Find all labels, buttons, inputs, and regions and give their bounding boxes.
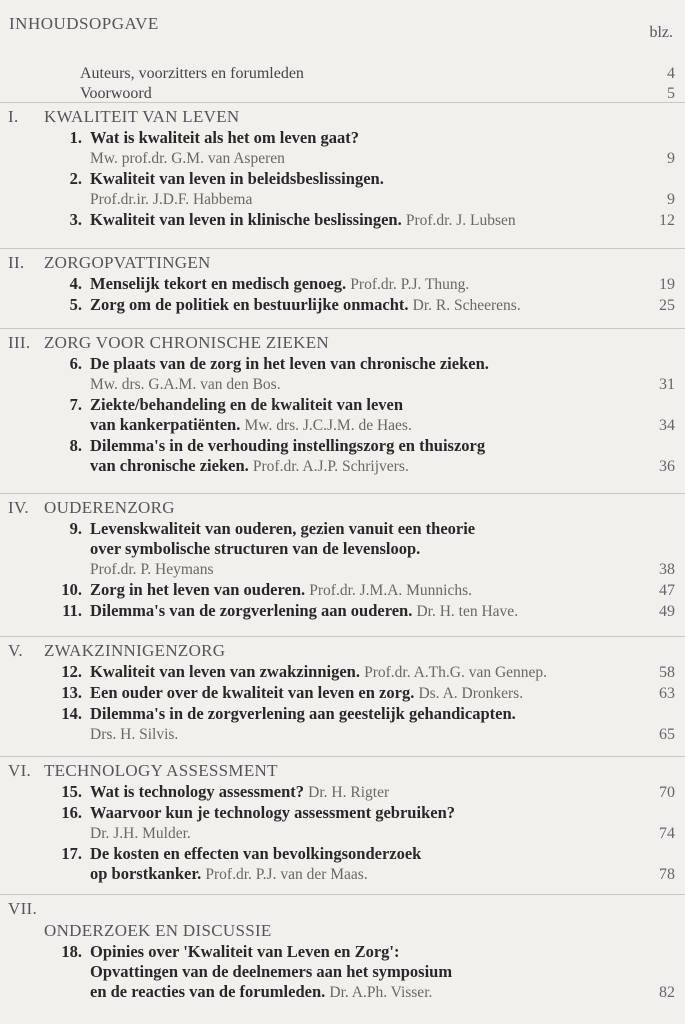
entry-title: over symbolische structuren van de levensloop. [90,539,421,558]
toc-entry [0,844,685,885]
entry-author: Ds. A. Dronkers. [418,685,524,702]
section-numeral-spacer [0,920,44,942]
entry-title: van kankerpatiënten. [90,415,241,434]
entry-title-line [90,662,649,683]
entry-page: 9 [667,191,675,208]
section-title: ZWAKZINNIGENZORG [44,641,226,660]
entry-page: 49 [659,603,675,620]
entry-title-line [90,803,649,823]
toc-entry [0,942,685,1003]
section-numeral: II. [8,253,25,272]
entry-page: 34 [659,417,675,434]
entry-number: 8. [69,436,82,455]
entry-title: Zorg in het leven van ouderen. [90,580,306,599]
page-title: INHOUDSOPGAVE [9,14,159,33]
toc-entry [0,354,685,395]
section-heading [0,760,685,782]
entry-title: Dilemma's in de zorgverlening aan geestelijk gehandicapten. [90,704,516,723]
entry-title-line [90,456,649,477]
front-matter-label: Auteurs, voorzitters en forumleden [80,65,304,82]
entry-author: Prof.dr. A.Th.G. van Gennep. [364,664,548,681]
section-heading [0,920,685,942]
entry-author: Prof.dr. P.J. van der Maas. [205,866,368,883]
entry-title: Dilemma's van de zorgverlening aan ouderen. [90,601,413,620]
entry-title: Een ouder over de kwaliteit van leven en zorg. [90,683,415,702]
section-heading [0,497,685,519]
entry-number: 13. [61,683,82,702]
section-heading [0,332,685,354]
toc-entry [0,704,685,745]
entry-author: Prof.dr.ir. J.D.F. Habbema [90,191,253,208]
entry-author: Dr. A.Ph. Visser. [329,984,433,1001]
entry-body [90,169,649,210]
entry-number: 4. [69,274,82,293]
toc-entry [0,169,685,210]
entry-author-line [90,724,649,745]
entry-author: Dr. J.H. Mulder. [90,825,191,842]
toc-entry [0,601,685,622]
entry-number: 12. [61,662,82,681]
entry-author: Mw. drs. G.A.M. van den Bos. [90,376,281,393]
entry-body [90,295,649,316]
section-divider [0,756,685,757]
toc-section [0,332,685,477]
toc-entry [0,210,685,231]
section-divider [0,102,685,103]
entry-title: Levenskwaliteit van ouderen, gezien vanuit een theorie [90,519,476,538]
front-matter-page: 4 [667,65,675,82]
section-title: ZORG VOOR CHRONISCHE ZIEKEN [44,333,329,352]
section-numeral: V. [8,641,23,660]
entry-author-line [90,823,649,844]
entry-title-line [90,436,649,456]
section-title: ZORGOPVATTINGEN [44,253,211,272]
section-divider [0,248,685,249]
entry-number: 18. [61,942,82,961]
entry-number: 10. [61,580,82,599]
entry-title-line [90,580,649,601]
entry-number: 6. [69,354,82,373]
entry-title: Ziekte/behandeling en de kwaliteit van leven [90,395,404,414]
entry-author: Mw. prof.dr. G.M. van Asperen [90,150,285,167]
toc-entry [0,519,685,580]
toc-entry [0,683,685,704]
section-numeral: I. [8,107,19,126]
section-title: KWALITEIT VAN LEVEN [44,107,240,126]
section-numeral: VII. [8,899,38,918]
entry-author: Mw. drs. J.C.J.M. de Haes. [244,417,412,434]
entry-body [90,803,649,844]
section-title [44,898,685,920]
toc-section [0,497,685,622]
entry-body [90,704,649,745]
entry-page: 78 [659,866,675,883]
entry-title: Waarvoor kun je technology assessment gebruiken? [90,803,455,822]
toc-section [0,760,685,885]
entry-author-line [90,148,649,169]
page-column-label: blz. [649,24,673,41]
entry-author-line [90,559,649,580]
section-divider [0,493,685,494]
entry-title-line [90,415,649,436]
entry-page: 12 [659,212,675,229]
front-matter-label: Voorwoord [80,85,152,102]
entry-number: 9. [69,519,82,538]
entry-title-line [90,128,649,148]
section-divider [0,636,685,637]
entry-page: 47 [659,582,675,599]
section-heading [0,640,685,662]
entry-title-line [90,354,649,374]
front-matter-page: 5 [667,85,675,102]
entry-title-line [90,519,649,539]
entry-author: Drs. H. Silvis. [90,726,179,743]
entry-body [90,662,649,683]
entry-title-line [90,982,649,1003]
entry-title: Kwaliteit van leven van zwakzinnigen. [90,662,360,681]
entry-title-line [90,274,649,295]
entry-page: 65 [659,726,675,743]
entry-title: Zorg om de politiek en bestuurlijke onmacht. [90,295,409,314]
entry-number: 17. [61,844,82,863]
section-heading [0,106,685,128]
entry-author: Dr. R. Scheerens. [412,297,521,314]
entry-title: Wat is technology assessment? [90,782,305,801]
entry-number: 14. [61,704,82,723]
entry-body [90,354,649,395]
entry-title-line [90,601,649,622]
entry-title-line [90,864,649,885]
toc-entry [0,395,685,436]
section-numeral: VI. [8,761,32,780]
section-heading [0,252,685,274]
entry-body [90,210,649,231]
section-divider [0,328,685,329]
entry-title-line [90,539,649,559]
toc-section [0,106,685,231]
entry-title: Kwaliteit van leven in beleidsbeslissingen. [90,169,384,188]
entry-title: De plaats van de zorg in het leven van chronische zieken. [90,354,489,373]
entry-title-line [90,844,649,864]
entry-number: 7. [69,395,82,414]
entry-body [90,128,649,169]
front-matter-item [80,84,675,104]
toc-entry [0,274,685,295]
entry-title-line [90,942,649,962]
entry-page: 38 [659,561,675,578]
entry-body [90,844,649,885]
section-title: OUDERENZORG [44,498,175,517]
front-matter-item [80,64,675,84]
entry-title-line [90,295,649,316]
entry-author: Prof.dr. P.J. Thung. [350,276,470,293]
entry-title-line [90,169,649,189]
toc-section [0,898,685,1003]
entry-author: Dr. H. Rigter [308,784,390,801]
entry-title: Kwaliteit van leven in klinische beslissingen. [90,210,402,229]
entry-page: 58 [659,664,675,681]
entry-page: 74 [659,825,675,842]
entry-author: Prof.dr. J. Lubsen [405,212,516,229]
entry-body [90,274,649,295]
toc-entry [0,580,685,601]
entry-number: 2. [69,169,82,188]
entry-author: Prof.dr. P. Heymans [90,561,214,578]
toc-section [0,640,685,745]
toc-entry [0,295,685,316]
entry-page: 9 [667,150,675,167]
entry-title: en de reacties van de forumleden. [90,982,326,1001]
entry-page: 31 [659,376,675,393]
entry-body [90,683,649,704]
entry-page: 36 [659,458,675,475]
entry-title-line [90,704,649,724]
entry-author: Prof.dr. J.M.A. Munnichs. [309,582,473,599]
entry-number: 1. [69,128,82,147]
entry-title-line [90,782,649,803]
entry-title: Wat is kwaliteit als het om leven gaat? [90,128,360,147]
section-heading [0,898,685,920]
entry-author: Dr. H. ten Have. [416,603,519,620]
entry-title: Opinies over 'Kwaliteit van Leven en Zorg': [90,942,400,961]
entry-body [90,436,649,477]
entry-body [90,580,649,601]
toc-entry [0,436,685,477]
toc-entry [0,128,685,169]
entry-body [90,519,649,580]
entry-author-line [90,189,649,210]
toc-entry [0,803,685,844]
entry-page: 70 [659,784,675,801]
entry-title: op borstkanker. [90,864,202,883]
entry-title: Opvattingen van de deelnemers aan het symposium [90,962,453,981]
entry-page: 25 [659,297,675,314]
entry-title-line [90,683,649,704]
entry-body [90,395,649,436]
section-title: ONDERZOEK EN DISCUSSIE [44,921,272,940]
entry-body [90,782,649,803]
entry-number: 15. [61,782,82,801]
section-numeral: III. [8,333,31,352]
section-title: TECHNOLOGY ASSESSMENT [44,761,278,780]
toc-section [0,252,685,316]
entry-title: Dilemma's in de verhouding instellingszorg en thuiszorg [90,436,486,455]
entry-body [90,601,649,622]
entry-number: 11. [62,601,82,620]
entry-title: De kosten en effecten van bevolkingsonderzoek [90,844,422,863]
toc-entry [0,782,685,803]
entry-body [90,942,649,1003]
entry-page: 82 [659,984,675,1001]
entry-number: 3. [69,210,82,229]
entry-author: Prof.dr. A.J.P. Schrijvers. [252,458,409,475]
entry-number: 16. [61,803,82,822]
entry-number: 5. [69,295,82,314]
entry-title-line [90,962,649,982]
toc-entry [0,662,685,683]
entry-title-line [90,395,649,415]
section-divider [0,894,685,895]
entry-page: 19 [659,276,675,293]
entry-title-line [90,210,649,231]
entry-page: 63 [659,685,675,702]
front-matter [80,64,675,104]
entry-author-line [90,374,649,395]
entry-title: van chronische zieken. [90,456,249,475]
section-numeral: IV. [8,498,29,517]
entry-title: Menselijk tekort en medisch genoeg. [90,274,347,293]
